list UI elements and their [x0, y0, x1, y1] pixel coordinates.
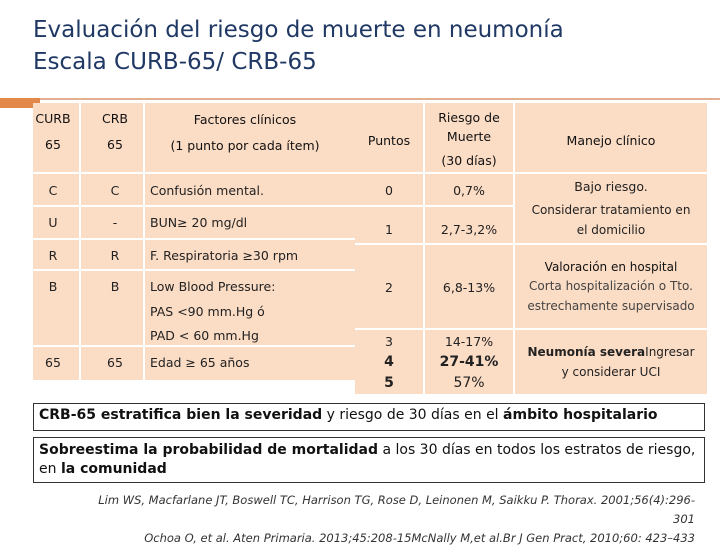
row-65-curb: 65 [45, 355, 61, 370]
column-divider [79, 103, 81, 380]
row-c-factor: Confusión mental. [150, 183, 264, 198]
row-u-factor: BUN≥ 20 mg/dl [150, 215, 248, 230]
row-r-crb: R [110, 248, 120, 263]
manejo-bajo-title: Bajo riesgo. [574, 179, 648, 194]
row-u-curb: U [48, 215, 58, 230]
manejo-severa-rest: Ingresar [645, 345, 695, 359]
riesgo-5: 57% [453, 375, 485, 391]
title-line-1: Evaluación del riesgo de muerte en neumonía [33, 17, 564, 43]
note1-rest: y riesgo de 30 días en el [326, 407, 499, 423]
riesgo-header-line1: Riesgo de [438, 110, 500, 125]
riesgo-3: 14-17% [444, 334, 494, 349]
row-r-curb: R [48, 248, 58, 263]
reference-1: Lim WS, Macfarlane JT, Boswell TC, Harrison TG, Rose D, Leinonen M, Saikku P. Thorax. 2001;56(4):296-301 [98, 493, 695, 526]
row-divider [355, 243, 707, 245]
manejo-hosp-line1: Corta hospitalización o Tto. [529, 279, 693, 293]
curb-header-line2: 65 [45, 137, 61, 152]
column-divider [143, 103, 145, 380]
row-b-factor-pas: PAS <90 mm.Hg ó [150, 304, 265, 319]
row-65-crb: 65 [107, 355, 123, 370]
note-crb65-hospital [33, 403, 705, 431]
slide-title [33, 14, 713, 78]
factores-header-line1: Factores clínicos [193, 112, 297, 127]
manejo-severa-line1 [515, 345, 707, 359]
crb-header-line2: 65 [107, 137, 123, 152]
factores-header-line2: (1 punto por cada ítem) [170, 138, 320, 153]
row-divider [33, 205, 385, 207]
title-line-2: Escala CURB-65/ CRB-65 [33, 49, 317, 75]
note1-bold: CRB-65 estratifica bien la severidad [39, 407, 323, 423]
riesgo-0: 0,7% [453, 183, 485, 198]
note2-bold: Sobreestima la probabilidad de mortalidad [39, 442, 378, 458]
riesgo-4: 27-41% [439, 354, 499, 370]
column-divider [423, 103, 425, 394]
puntos-0: 0 [385, 183, 393, 198]
puntos-4: 4 [384, 354, 394, 370]
puntos-header: Puntos [367, 133, 411, 148]
note1-bold2: ámbito hospitalario [503, 407, 658, 423]
row-divider [355, 205, 513, 207]
manejo-hosp-line2: estrechamente supervisado [527, 299, 695, 313]
title-divider [0, 98, 720, 100]
row-b-curb: B [48, 279, 58, 294]
riesgo-header-line3: (30 días) [441, 153, 497, 168]
riesgo-2: 6,8-13% [442, 280, 496, 295]
note2-rest: a los 30 días en todos los estratos de riesgo, [382, 442, 696, 458]
manejo-severa-line2: y considerar UCI [561, 365, 661, 379]
manejo-severa-title: Neumonía severa [527, 345, 646, 359]
row-r-factor: F. Respiratoria ≥30 rpm [150, 248, 299, 263]
riesgo-header-line2: Muerte [446, 129, 492, 144]
references [80, 491, 695, 548]
reference-2: Ochoa O, et al. Aten Primaria. 2013;45:208-15McNally M,et al.Br J Gen Pract, 2010;60: 423–433 [144, 531, 695, 545]
puntos-5: 5 [384, 375, 394, 391]
column-divider [513, 103, 515, 394]
row-c-crb: C [110, 183, 120, 198]
header-divider [355, 172, 707, 174]
left-criteria-table [33, 103, 385, 380]
manejo-bajo-line1: Considerar tratamiento en [531, 203, 691, 217]
curb-header-line1: CURB [35, 111, 71, 126]
row-b-crb: B [110, 279, 120, 294]
header-divider [33, 172, 385, 174]
row-divider [355, 328, 707, 330]
puntos-1: 1 [385, 222, 393, 237]
row-b-factor: Low Blood Pressure: [150, 279, 276, 294]
manejo-hosp-title: Valoración en hospital [544, 260, 678, 274]
row-b-factor-pad: PAD < 60 mm.Hg [150, 328, 259, 343]
note2-line2-a: en [39, 461, 57, 477]
note2-line1 [39, 441, 699, 460]
right-risk-table [355, 103, 707, 394]
puntos-3: 3 [385, 334, 393, 349]
crb-header-line1: CRB [102, 111, 128, 126]
row-c-curb: C [48, 183, 58, 198]
row-divider [33, 269, 385, 271]
row-65-factor: Edad ≥ 65 años [150, 355, 250, 370]
puntos-2: 2 [385, 280, 393, 295]
riesgo-1: 2,7-3,2% [440, 222, 498, 237]
note2-line2 [39, 460, 699, 479]
note-overestimation [33, 437, 705, 483]
row-divider [33, 345, 385, 347]
manejo-header: Manejo clínico [566, 133, 656, 148]
row-divider [33, 238, 385, 240]
row-u-crb: - [112, 215, 118, 230]
note2-line2-b: la comunidad [60, 461, 167, 477]
manejo-bajo-line2: el domicilio [576, 223, 646, 237]
